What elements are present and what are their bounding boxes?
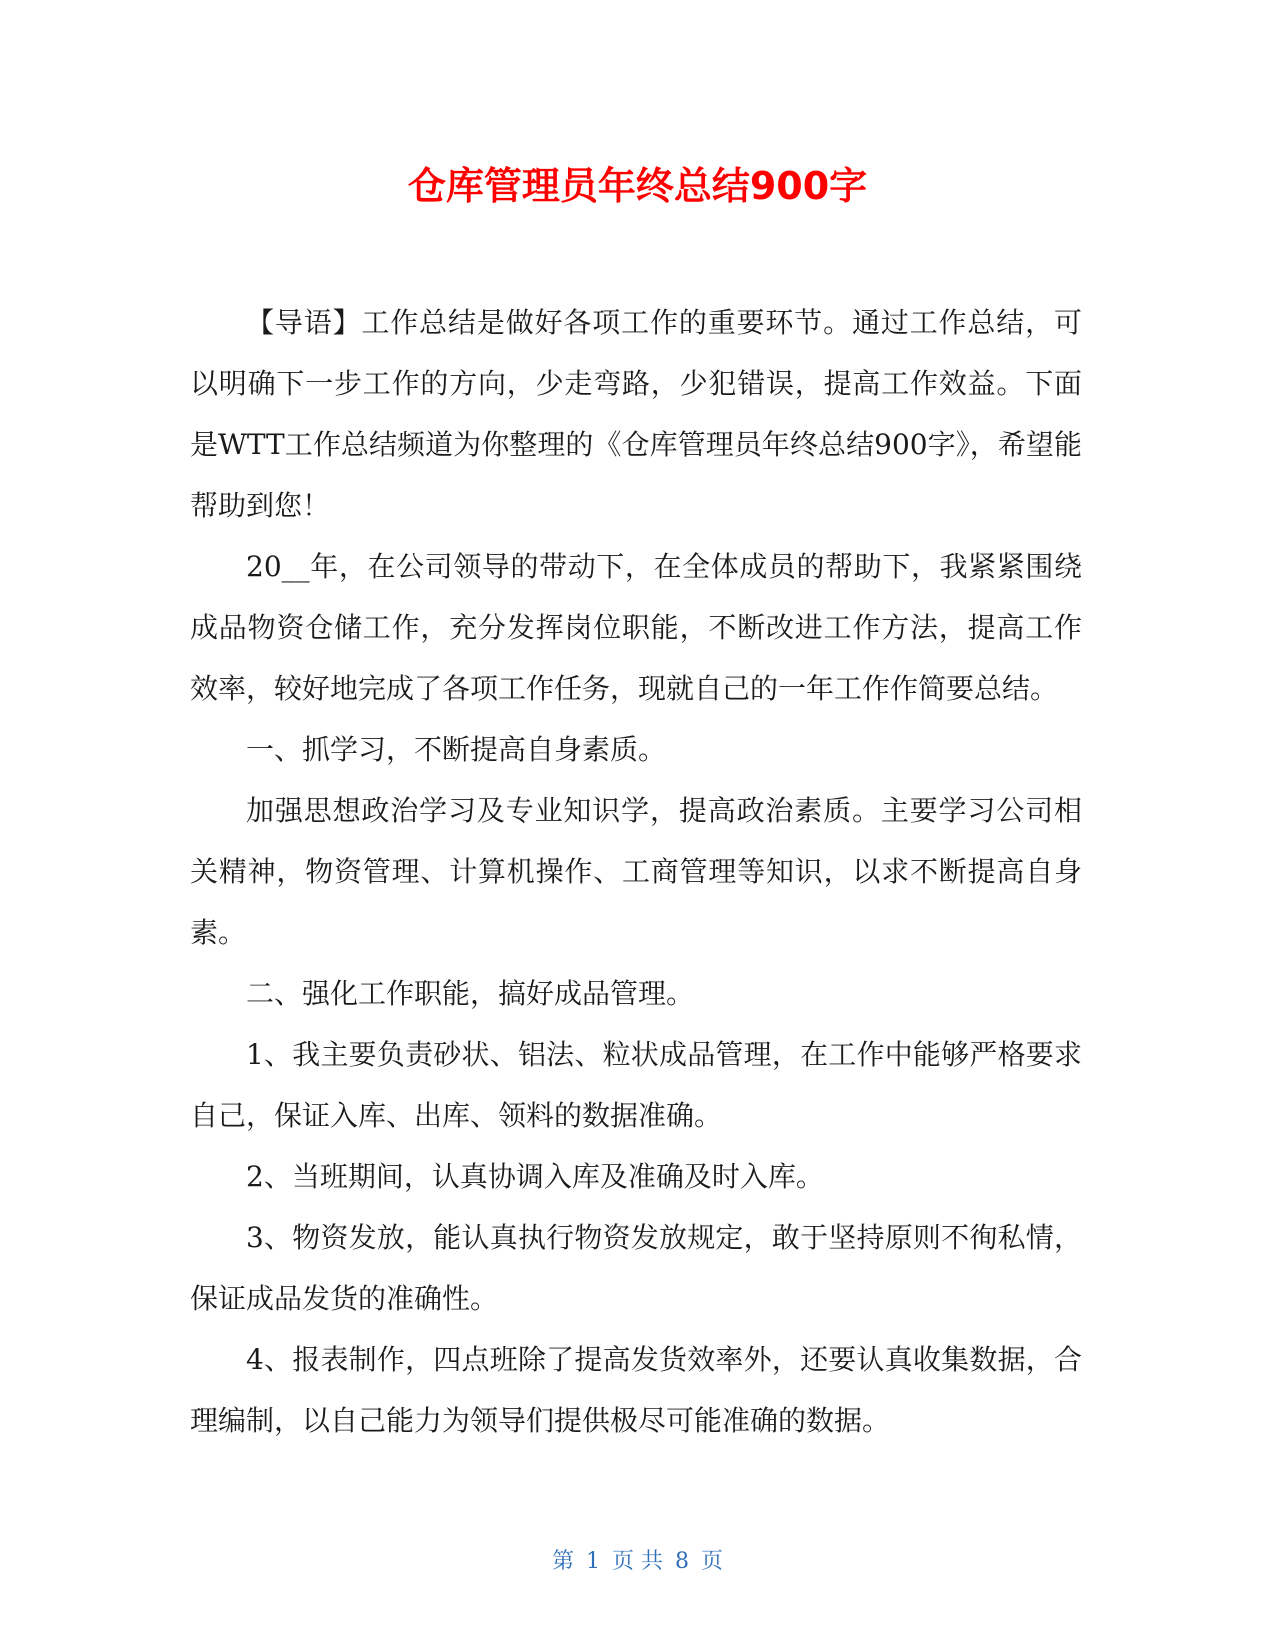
list-item: 4、报表制作，四点班除了提高发货效率外，还要认真收集数据，合理编制，以自己能力为领导们提供极尽可能准确的数据。	[190, 1343, 1082, 1437]
list-item: 2、当班期间，认真协调入库及准确及时入库。	[246, 1160, 824, 1193]
document-title: 仓库管理员年终总结900字	[407, 164, 868, 208]
list-item: 1、我主要负责砂状、铝法、粒状成品管理，在工作中能够严格要求自己，保证入库、出库、领料的数据准确。	[190, 1038, 1082, 1132]
page-mid: 页 共	[612, 1549, 663, 1574]
page-number: 1	[586, 1549, 600, 1574]
body-paragraph: 加强思想政治学习及专业知识学，提高政治素质。主要学习公司相关精神，物资管理、计算机操作、工商管理等知识，以求不断提高自身素。	[190, 794, 1082, 949]
section-heading: 二、强化工作职能，搞好成品管理。	[246, 977, 695, 1010]
page-total: 8	[675, 1549, 689, 1574]
intro-paragraph: 【导语】工作总结是做好各项工作的重要环节。通过工作总结，可以明确下一步工作的方向，少走弯路，少犯错误，提高工作效益。下面是WTT工作总结频道为你整理的《仓库管理员年终总结900字》，希望能帮助到您！	[190, 306, 1082, 522]
document-body	[190, 292, 1082, 1451]
page-prefix: 第	[551, 1549, 574, 1574]
body-paragraph: 20__年，在公司领导的带动下，在全体成员的帮助下，我紧紧围绕成品物资仓储工作，充分发挥岗位职能，不断改进工作方法，提高工作效率，较好地完成了各项工作任务，现就自己的一年工作作简要总结。	[190, 550, 1082, 705]
page-footer	[0, 1548, 1275, 1576]
section-heading: 一、抓学习，不断提高自身素质。	[246, 733, 667, 766]
page-suffix: 页	[701, 1549, 724, 1574]
list-item: 3、物资发放，能认真执行物资发放规定，敢于坚持原则不徇私情，保证成品发货的准确性。	[190, 1221, 1082, 1315]
